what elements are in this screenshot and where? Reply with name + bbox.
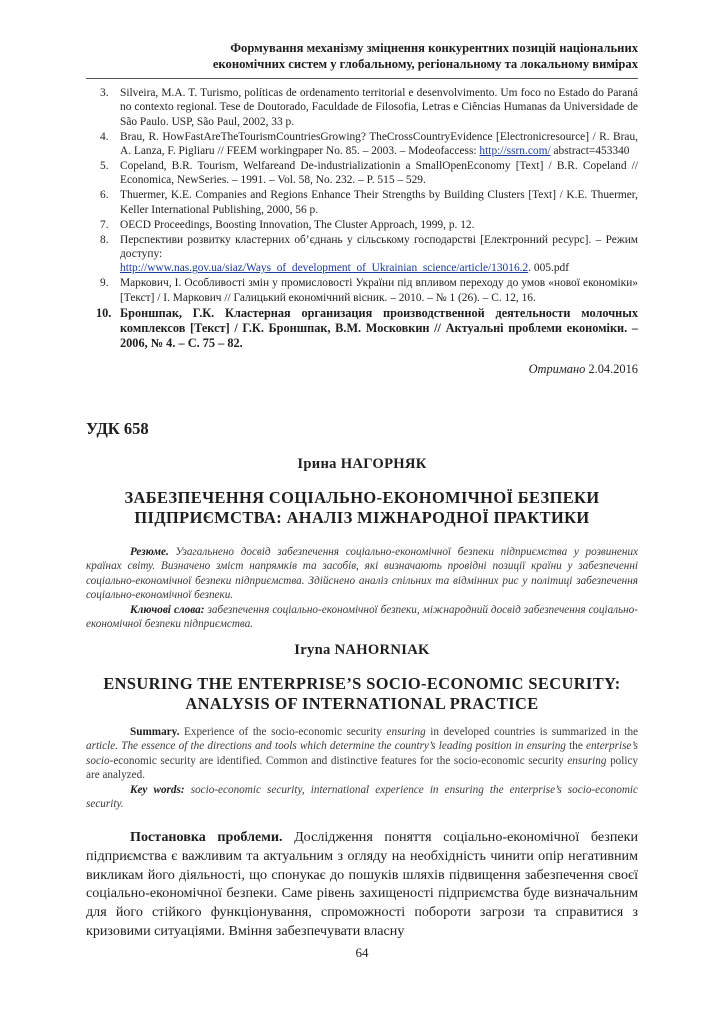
reference-text: Copeland, B.R. Tourism, Welfareand De-industrializationin a SmallOpenEconomy [Text] / B.R. Copeland // Economica, NewSeries. – 1991. – Vol. 58, No. 232. – P. 515 – 529. [120, 160, 638, 187]
reference-number: 10. [96, 305, 112, 320]
reference-item [86, 188, 638, 217]
reference-item [86, 86, 638, 129]
keywords-ua-text: забезпечення соціально-економічної безпеки, міжнародний досвід забезпечення соціально-економічної безпеки підприємства. [86, 603, 639, 631]
summary-italic-1: ensuring [386, 726, 426, 738]
summary-italic-4: ensuring [567, 754, 607, 767]
article-title-en [86, 674, 638, 714]
reference-item [86, 218, 638, 232]
summary-paragraph [86, 725, 638, 783]
abstract-en [86, 725, 638, 811]
summary-text-2: in developed countries is summarized in the [430, 726, 638, 738]
article-title-ua-line-2: ПІДПРИЄМСТВА: АНАЛІЗ МІЖНАРОДНОЇ ПРАКТИКИ [134, 508, 590, 527]
article-title-ua [86, 488, 638, 528]
header-rule [86, 78, 638, 79]
reference-item [86, 306, 638, 351]
received-value: 2.04.2016 [588, 362, 638, 376]
page-number: 64 [355, 945, 369, 960]
reference-link[interactable]: http://www.nas.gov.ua/siaz/Ways_of_development_of_Ukrainian_science/article/13016.2 [120, 262, 529, 275]
running-head-line-2: економічних систем у глобальному, регіональному та локальному вимірах [212, 57, 638, 71]
summary-text-3: the [569, 740, 583, 753]
reference-text: Броншпак, Г.К. Кластерная организация производственной деятельности молочных комплексов [Текст] / Г.К. Броншпак, В.М. Московкин // Актуальні проблеми економіки. – 2006, № 4. – С. 75 – 82. [120, 305, 638, 350]
reference-text: Brau, R. HowFastAreTheTourismCountriesGrowing? TheCrossCountryEvidence [Electronicresource] / R. Brau, A. Lanza, F. Pigliaru // FEEM workingpaper No. 85. – 2003. – Modeofaccess: [120, 130, 638, 158]
reference-list [86, 86, 638, 351]
keywords-ua-label: Ключові слова: [130, 603, 205, 616]
article-title-en-line-2: ANALYSIS OF INTERNATIONAL PRACTICE [185, 694, 539, 713]
author-name-en: Iryna NAHORNIAK [294, 642, 430, 658]
reference-number: 4. [100, 130, 109, 143]
article-title-en-line-1: ENSURING THE ENTERPRISE’S SOCIO-ECONOMIC SECURITY: [103, 674, 621, 693]
summary-text-1: Experience of the socio-economic security [184, 726, 382, 738]
reference-item [86, 233, 638, 276]
reference-number: 7. [100, 218, 109, 231]
running-head-line-1: Формування механізму зміцнення конкурентних позицій національних [230, 41, 638, 55]
reference-number: 9. [100, 277, 109, 290]
resume-label: Резюме. [130, 546, 169, 558]
summary-text-5: policy are analyzed. [86, 754, 639, 782]
udk-code: УДК 658 [86, 419, 149, 438]
reference-text: Перспективи розвитку кластерних об’єднань у сільському господарстві [Електронний ресурс]. – Режим доступу: [120, 233, 638, 260]
received-date [529, 362, 638, 377]
reference-text: Thuermer, K.E. Companies and Regions Enhance Their Strengths by Building Clusters [Text] / K.E. Thuermer, Keller International Publishing, 2000, 56 p. [120, 189, 638, 216]
summary-italic-2: article. The essence of the directions and tools which determine the country’s leading position in ensuring [86, 740, 566, 753]
summary-label: Summary. [130, 726, 180, 738]
body-text [86, 828, 638, 941]
running-head [86, 40, 638, 72]
reference-text: Silveira, M.A. T. Turismo, políticas de ordenamento territorial e desenvolvimento. Um foco no Estado do Paraná no contexto regional. Tese de Doutorado, Faculdade de Filosofia, Letras e Ciências Humanas da Universidade de São Paulo. USP, São Paul, 2002, 33 p. [120, 87, 638, 128]
author-name-ua: Ірина НАГОРНЯК [297, 456, 427, 472]
keywords-ua-paragraph [86, 603, 638, 632]
reference-item [86, 159, 638, 188]
reference-text: OECD Proceedings, Boosting Innovation, The Cluster Approach, 1999, p. 12. [120, 218, 475, 231]
keywords-en-paragraph [86, 783, 638, 812]
reference-number: 8. [100, 233, 109, 246]
body-paragraph [86, 828, 638, 941]
keywords-en-label: Key words: [130, 783, 185, 796]
summary-italic-3: enterprise’s socio- [86, 740, 639, 767]
summary-text-4: economic security are identified. Common and distinctive features for the socio-economic security [113, 754, 564, 767]
resume-paragraph [86, 545, 638, 603]
reference-number: 5. [100, 160, 109, 173]
reference-item [86, 276, 638, 305]
reference-number: 6. [100, 189, 109, 202]
problem-statement-label: Постановка проблеми. [130, 829, 283, 845]
problem-statement-text: Дослідження поняття соціально-економічної безпеки підприємства є важливим та актуальним з огляду на необхідність чинити опір негативним викликам його діяльності, що спонукає до пошуків шляхів підвищення забезпечення своєї соціально-економічної безпеки. Саме рівень захищеності підприємства буде визначальним для його стійкого функціонування, спроможності побороти загрози та справитися з кризовими ситуаціями. Вміння забезпечувати власну [86, 829, 639, 939]
reference-text-tail: abstract=453340 [553, 145, 630, 158]
reference-item [86, 130, 638, 159]
abstract-ua [86, 545, 638, 631]
article-title-ua-line-1: ЗАБЕЗПЕЧЕННЯ СОЦІАЛЬНО-ЕКОНОМІЧНОЇ БЕЗПЕКИ [124, 488, 600, 507]
received-label: Отримано [528, 362, 586, 376]
keywords-en-text: socio-economic security, international experience in ensuring the enterprise’s socio-economic security. [86, 783, 639, 811]
reference-link[interactable]: http://ssrn.com/ [479, 145, 551, 158]
resume-text: Узагальнено досвід забезпечення соціально-економічної безпеки підприємства у розвинених країнах світу. Визначено зміст напрямків та засобів, які визначають провідні позиції країни у забезпеченні соціально-економічної безпеки підприємства. Здійснено аналіз спільних та відмінних рис у політиці забезпечення соціально-економічної безпеки. [86, 546, 639, 602]
reference-number: 3. [100, 87, 109, 99]
reference-text: Маркович, І. Особливості змін у промисловості України під впливом переходу до умов «нової економіки» [Текст] / І. Маркович // Галицький економічний вісник. – 2010. – № 1 (26). – С. 12, 16. [120, 277, 638, 304]
reference-text-tail: . 005.pdf [528, 262, 570, 275]
